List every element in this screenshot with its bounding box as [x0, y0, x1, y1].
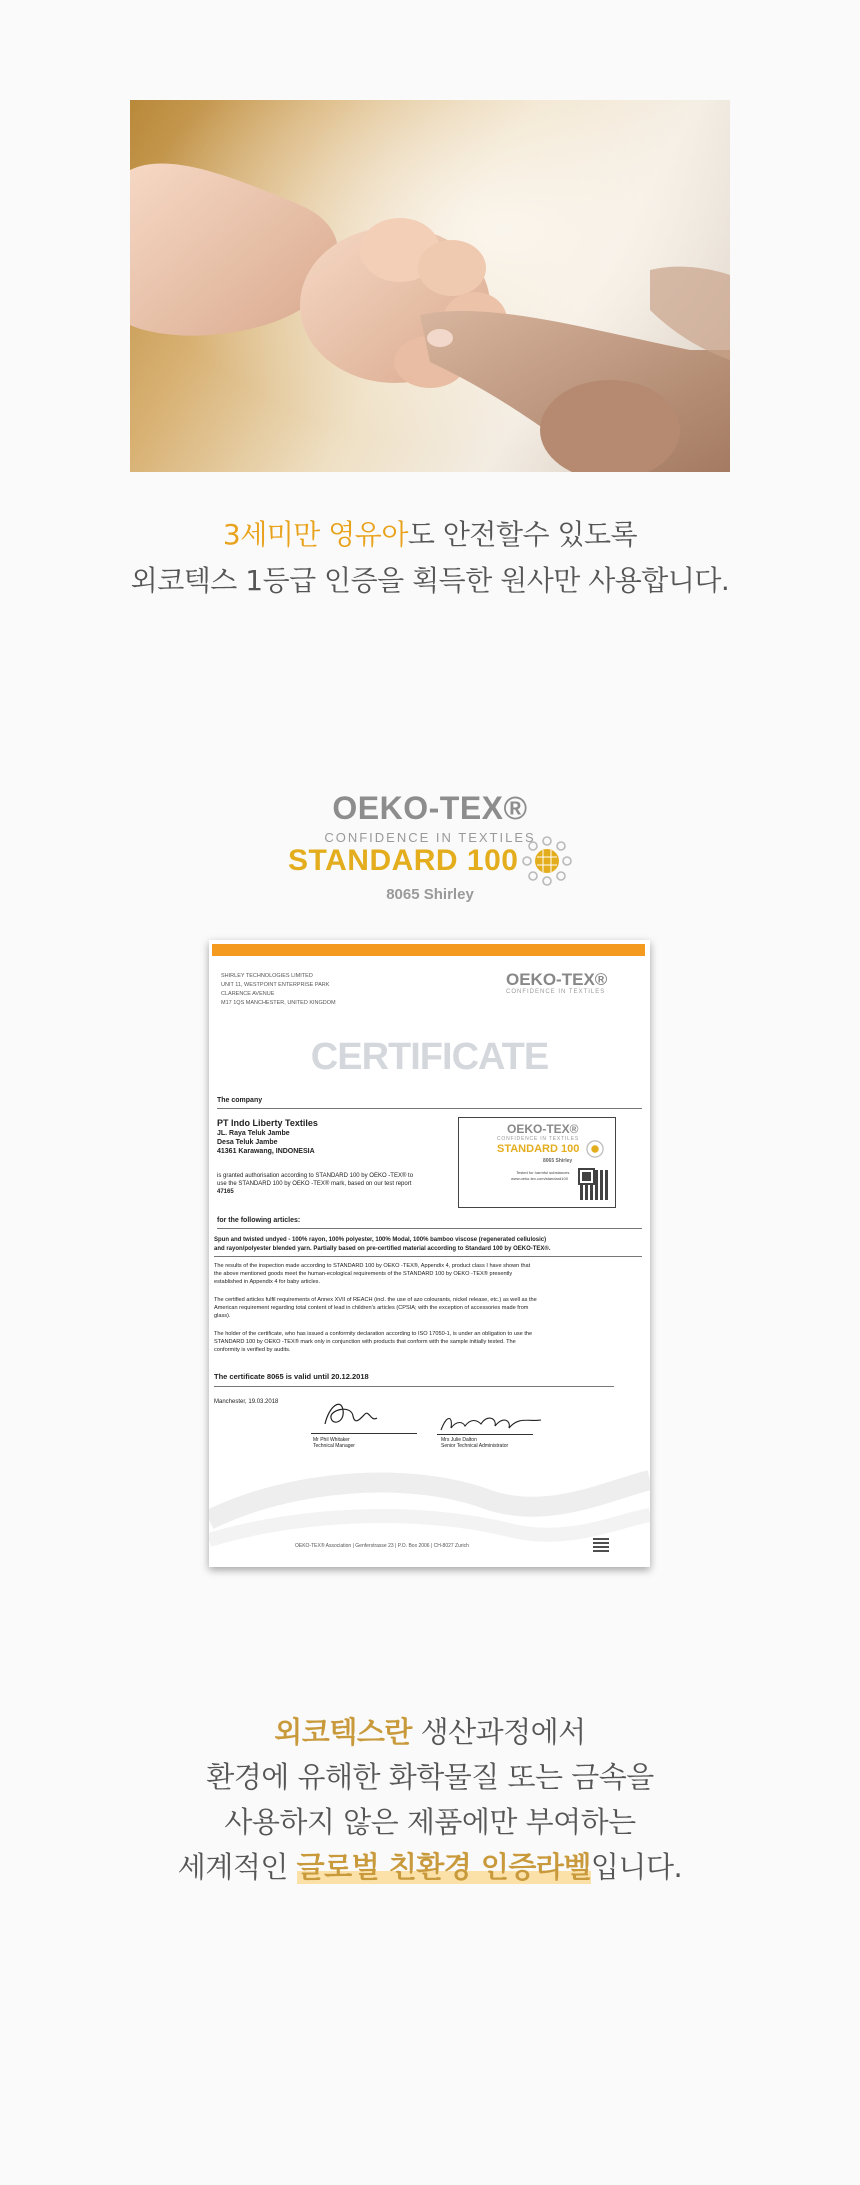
oeko-logo-standard: STANDARD 100 — [288, 844, 519, 877]
certificate-logo-title: OEKO-TEX® — [506, 970, 608, 989]
outro-marked-highlight: 글로벌 친환경 인증라벨 — [296, 1850, 591, 1884]
outro-line-1-rest: 생산과정에서 — [411, 1715, 586, 1749]
intro-line-2: 외코텍스 1등급 인증을 획득한 원사만 사용합니다. — [130, 564, 730, 597]
stamp-tagline: CONFIDENCE IN TEXTILES — [497, 1136, 579, 1142]
company-label: The company — [217, 1097, 263, 1104]
oeko-logo-title: OEKO-TEX® — [332, 790, 528, 826]
divider — [217, 1108, 642, 1109]
outro-line-4-post: 입니다. — [590, 1850, 683, 1884]
outro-line-1 — [0, 1710, 860, 1755]
granted-line: use the STANDARD 100 by OEKO -TEX® mark, based on our test report — [217, 1181, 412, 1187]
results-line: The results of the inspection made according to STANDARD 100 by OEKO -TEX®, Appendix 4, product class I have shown that — [214, 1263, 531, 1269]
company-address — [217, 1129, 315, 1156]
signature-line — [437, 1434, 533, 1435]
stamp-title: OEKO-TEX® — [507, 1122, 579, 1136]
oeko-logo-tagline: CONFIDENCE IN TEXTILES — [324, 830, 536, 845]
certificate-title: CERTIFICATE — [310, 1036, 549, 1078]
place-date: Manchester, 19.03.2018 — [214, 1399, 279, 1405]
stamp-tested: Tested for harmful substances — [516, 1170, 570, 1175]
signature-1 — [321, 1396, 381, 1430]
holder-line: The holder of the certificate, who has issued a conformity declaration according to ISO 17050-1, is under an obligation to use the — [214, 1331, 533, 1337]
stamp-number: 8065 Shirley — [543, 1158, 573, 1164]
divider — [214, 1256, 642, 1257]
validity-text: The certificate 8065 is valid until 20.12.2018 — [214, 1372, 369, 1381]
holder-line: STANDARD 100 by OEKO -TEX® mark only in conjunction with products that conform with the sample initially tested. The — [214, 1339, 516, 1345]
outro-line-2: 환경에 유해한 화학물질 또는 금속을 — [206, 1760, 654, 1794]
intro-line-1 — [0, 512, 860, 558]
reach-text — [214, 1296, 537, 1320]
granted-text — [217, 1172, 413, 1196]
articles-label: for the following articles: — [217, 1217, 301, 1224]
intro-line-1-rest: 도 안전할수 있도록 — [407, 518, 638, 551]
signer-2-name: Mrs Julie Dalton — [441, 1437, 477, 1443]
outro-line-4-pre: 세계적인 — [177, 1850, 297, 1884]
report-number: 47165 — [217, 1189, 234, 1195]
certificate-watermark — [209, 1460, 650, 1550]
certificate-issuer-address — [221, 972, 336, 1008]
articles-line: Spun and twisted undyed - 100% rayon, 100% polyester, 100% Modal, 100% bamboo viscose (regenerated cellulosic) — [214, 1237, 547, 1243]
signature-2 — [437, 1410, 547, 1436]
outro-highlight: 외코텍스란 — [274, 1715, 412, 1749]
divider — [217, 1228, 642, 1229]
outro-line-4 — [0, 1845, 860, 1890]
intro-text — [0, 512, 860, 604]
signer-1-title: Technical Manager — [313, 1443, 355, 1449]
granted-line: is granted authorisation according to STANDARD 100 by OEKO -TEX® to — [217, 1173, 414, 1179]
articles-line: and rayon/polyester blended yarn. Partially based on pre-certified material according to Standard 100 by OEKO-TEX®. — [214, 1245, 551, 1252]
results-line: the above mentioned goods meet the human-ecological requirements of the STANDARD 100 by OEKO -TEX® presently — [214, 1271, 513, 1277]
certificate-footer: OEKO-TEX® Association | Genferstrasse 23 | P.O. Box 2006 | CH-8027 Zurich — [295, 1543, 469, 1549]
certificate-stamp — [458, 1117, 616, 1208]
holder-text — [214, 1330, 532, 1354]
signature-line — [311, 1433, 417, 1434]
outro-line-3: 사용하지 않은 제품에만 부여하는 — [224, 1805, 636, 1839]
divider — [214, 1386, 614, 1387]
address-line: UNIT 11, WESTPOINT ENTERPRISE PARK — [221, 982, 330, 988]
intro-highlight: 3세미만 영유아 — [222, 518, 408, 551]
signer-1-name: Mr Phil Whitaker — [313, 1437, 350, 1443]
certificate-top-bar — [212, 944, 645, 956]
address-line: M17 1QS MANCHESTER, UNITED KINGDOM — [221, 1000, 336, 1006]
results-text — [214, 1262, 530, 1286]
signer-2-title: Senior Technical Administrator — [441, 1443, 509, 1449]
oeko-logo-number: 8065 Shirley — [386, 886, 474, 903]
company-address-line: Desa Teluk Jambe — [217, 1139, 278, 1146]
reach-line: glass). — [214, 1313, 231, 1319]
company-address-line: JL. Raya Teluk Jambe — [217, 1130, 290, 1137]
company-address-line: 41361 Karawang, INDONESIA — [217, 1148, 315, 1155]
hero-photo — [130, 100, 730, 472]
address-line: CLARENCE AVENUE — [221, 991, 275, 997]
results-line: established in Appendix 4 for baby articles. — [214, 1279, 321, 1285]
articles-text — [214, 1236, 551, 1253]
footer-qr-icon — [593, 1536, 609, 1552]
oeko-flower-icon — [518, 832, 576, 890]
stamp-url: www.oeko-tex.com/standard100 — [511, 1176, 568, 1181]
company-name: PT Indo Liberty Textiles — [217, 1118, 318, 1128]
address-line: SHIRLEY TECHNOLOGIES LIMITED — [221, 973, 313, 979]
outro-text — [0, 1710, 860, 1890]
certificate-logo-tagline: CONFIDENCE IN TEXTILES — [506, 989, 606, 995]
certificate — [209, 940, 650, 1567]
reach-line: The certified articles fulfil requirements of Annex XVII of REACH (incl. the use of azo colourants, nickel release, etc.) as well as the — [214, 1297, 537, 1303]
holder-line: conformity is verified by audits. — [214, 1347, 291, 1353]
qr-code-icon — [580, 1170, 610, 1200]
stamp-flower-icon — [586, 1140, 604, 1158]
stamp-standard: STANDARD 100 — [497, 1143, 580, 1155]
signer-2 — [441, 1437, 508, 1449]
signer-1 — [313, 1437, 355, 1449]
reach-line: American requirement regarding total content of lead in children's articles (CPSIA; with the exception of accessories made from — [214, 1305, 529, 1311]
